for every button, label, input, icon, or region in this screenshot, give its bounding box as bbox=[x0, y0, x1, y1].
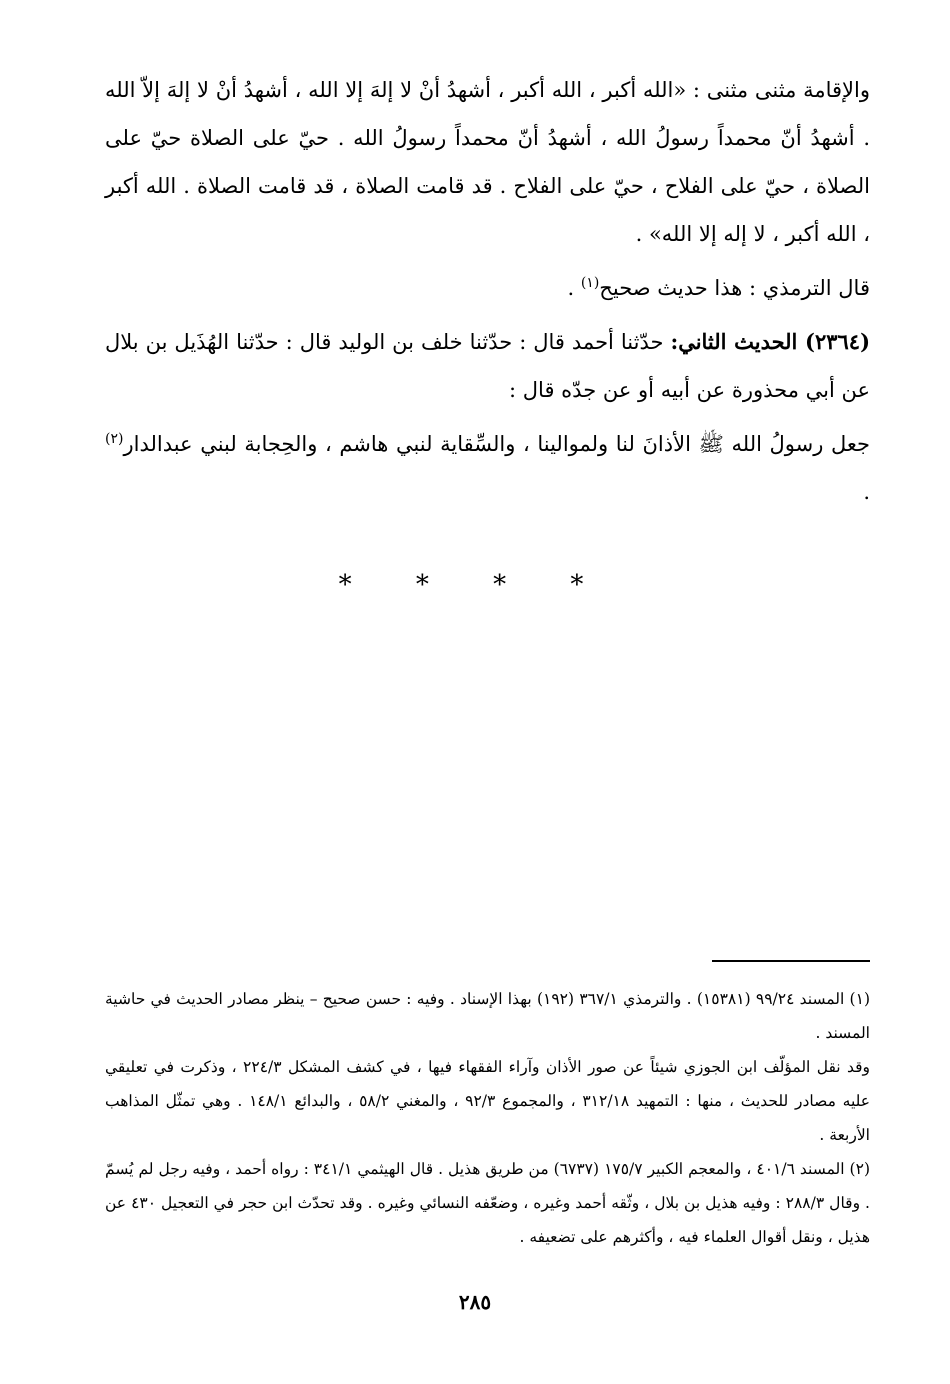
footnote-ref-2: (٢) bbox=[105, 431, 124, 447]
footnote-divider bbox=[712, 960, 870, 962]
hadith-heading: (٢٣٦٤) الحديث الثاني: bbox=[670, 329, 871, 354]
hadith-text: جعل رسولُ الله ﷺ الأذانَ لنا ولموالينا ، والسِّقاية لنبي هاشم ، والحِجابة لبني عبدالدار bbox=[123, 432, 870, 456]
hadith-isnad-paragraph bbox=[105, 318, 870, 414]
adhan-iqama-paragraph: والإقامة مثنى مثنى : «الله أكبر ، الله أكبر ، أشهدُ أنْ لا إلهَ إلا الله ، أشهدُ أنْ لا إلهَ إلاّ الله . أشهدُ أنّ محمداً رسولُ الله ، أشهدُ أنّ محمداً رسولُ الله . حيّ على الصلاة حيّ على الصلاة ، حيّ على الفلاح ، حيّ على الفلاح . قد قامت الصلاة ، قد قامت الصلاة . الله أكبر ، الله أكبر ، لا إله إلا الله» . bbox=[105, 78, 870, 246]
footnote-1: (١) المسند ٩٩/٢٤ (١٥٣٨١) . والترمذي ٣٦٧/١ (١٩٢) بهذا الإسناد . وفيه : حسن صحيح – ينظر مصادر الحديث في حاشية المسند . bbox=[105, 990, 870, 1042]
page-number: ٢٨٥ bbox=[458, 1290, 492, 1314]
tirmidhi-grading-end: . bbox=[567, 276, 581, 300]
section-separator: * * * * bbox=[338, 570, 612, 600]
hadith-isnad: حدّثنا أحمد قال : حدّثنا خلف بن الوليد قال : حدّثنا الهُذَيل بن بلال عن أبي محذورة عن أبيه أو عن جدّه قال : bbox=[105, 330, 870, 402]
footnote-2: (٢) المسند ٤٠١/٦ ، والمعجم الكبير ١٧٥/٧ (٦٧٣٧) من طريق هذيل . قال الهيثمي ٣٤١/١ : رواه أحمد ، وفيه رجل لم يُسمّ . وقال ٢٨٨/٣ : وفيه هذيل بن بلال ، وثّقه أحمد وغيره ، وضعّفه النسائي وغيره . وقد تحدّث ابن حجر في التعجيل ٤٣٠ عن هذيل ، ونقل أقوال العلماء فيه ، وأكثرهم على تضعيفه . bbox=[105, 1160, 870, 1246]
hadith-text-end: . bbox=[863, 480, 870, 504]
hadith-matn-paragraph bbox=[105, 420, 870, 516]
footnotes bbox=[105, 982, 870, 1254]
footnote-ref-1: (١) bbox=[580, 275, 600, 291]
main-text bbox=[105, 66, 870, 522]
tirmidhi-grading-text: قال الترمذي : هذا حديث صحيح bbox=[599, 276, 870, 300]
tirmidhi-grading-paragraph bbox=[105, 264, 870, 312]
footnote-1-continuation: وقد نقل المؤلّف ابن الجوزي شيئاً عن صور الأذان وآراء الفقهاء فيها ، في كشف المشكل ٢٢٤/٣ ، وذكرت في تعليقي عليه مصادر للحديث ، منها : التمهيد ٣١٢/١٨ ، والمجموع ٩٢/٣ ، والمغني ٥٨/٢ ، والبدائع ١٤٨/١ . وهي تمثّل المذاهب الأربعة . bbox=[105, 1058, 871, 1144]
